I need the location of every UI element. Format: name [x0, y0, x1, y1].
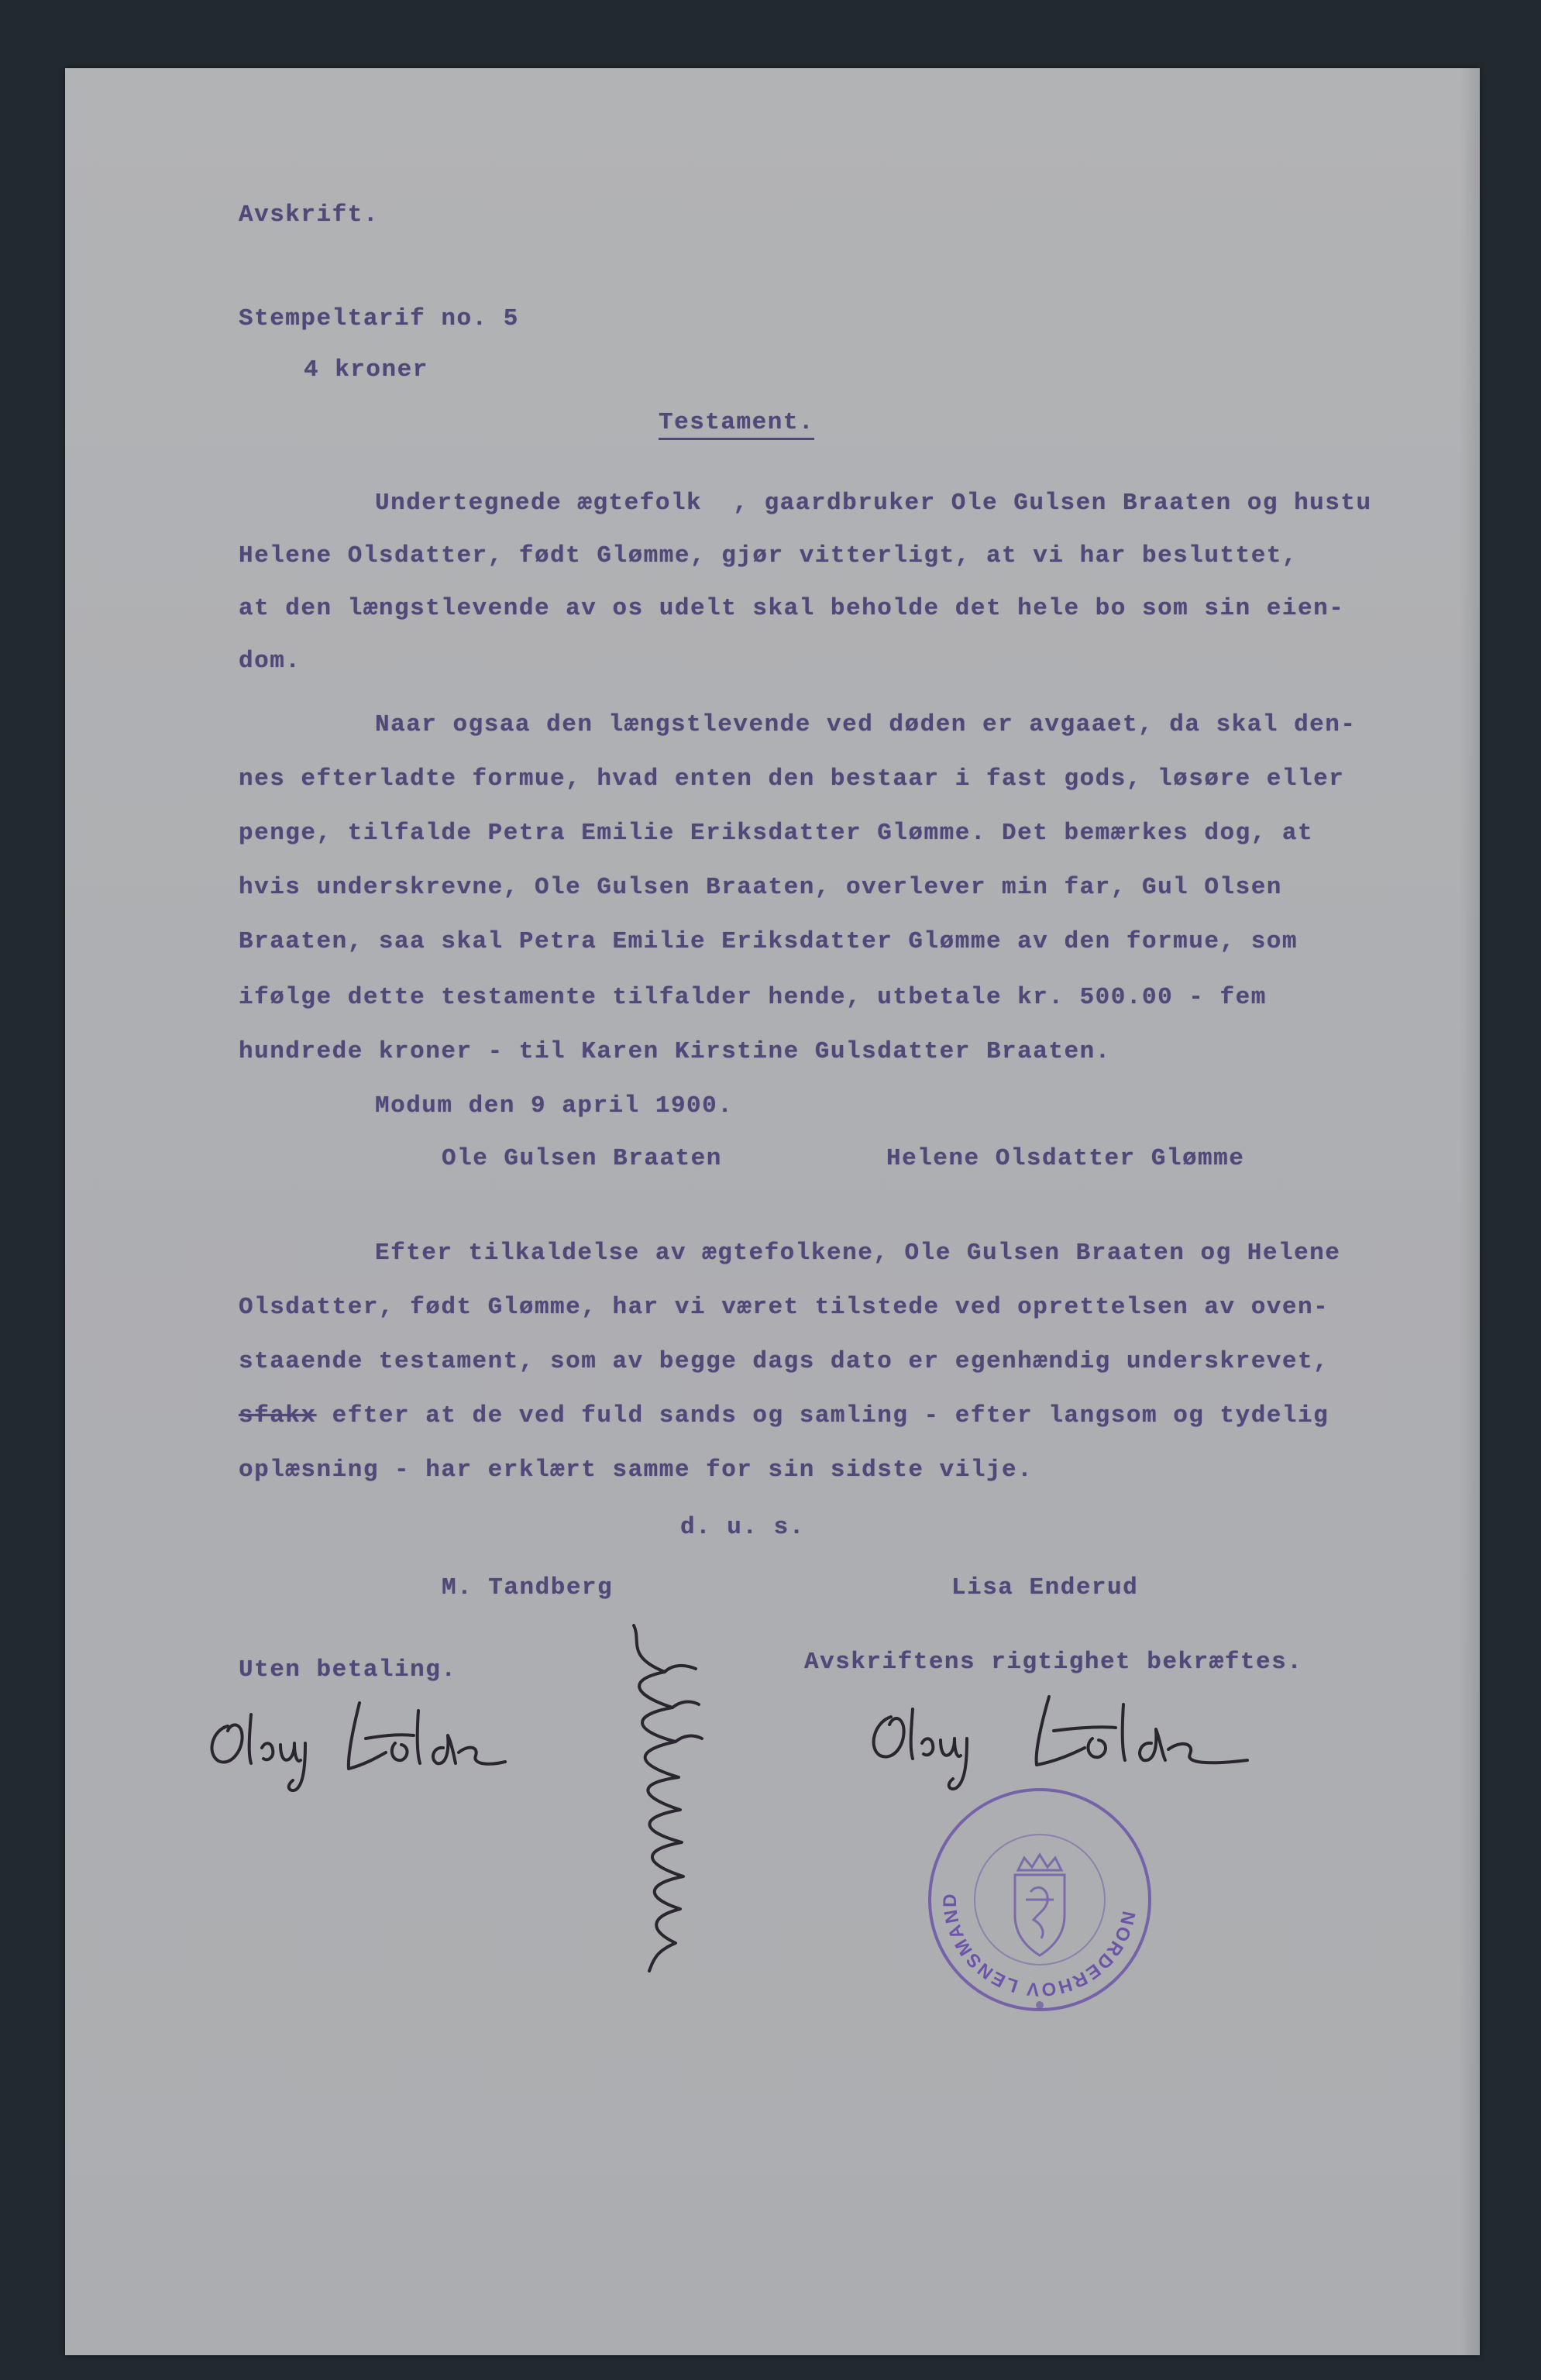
body-line: penge, tilfalde Petra Emilie Eriksdatter Glømme. Det bemærkes dog, at	[239, 820, 1314, 847]
stamp-amount: 4 kroner	[304, 356, 428, 383]
witness-line: Olsdatter, født Glømme, har vi været tilstede ved oprettelsen av oven-	[239, 1294, 1329, 1321]
handwritten-signature-right	[860, 1687, 1263, 1796]
copy-header: Avskrift.	[239, 201, 379, 229]
body-line: nes efterladte formue, hvad enten den bestaar i fast gods, løsøre eller	[239, 765, 1345, 793]
witness-line-4-rest: efter at de ved fuld sands og samling - efter langsom og tydelig	[332, 1402, 1329, 1429]
body-line: ifølge dette testamente tilfalder hende, utbetale kr. 500.00 - fem	[239, 984, 1267, 1011]
coat-of-arms-icon	[1015, 1855, 1065, 1955]
signer-name-2: Helene Olsdatter Glømme	[886, 1145, 1245, 1172]
body-line: Undertegnede ægtefolk , gaardbruker Ole Gulsen Braaten og hustu	[375, 490, 1372, 517]
witness-line: Efter tilkaldelse av ægtefolkene, Ole Gulsen Braaten og Helene	[375, 1240, 1341, 1267]
signer-name-1: Ole Gulsen Braaten	[442, 1145, 722, 1172]
struck-word: sfakx	[239, 1402, 317, 1429]
place-date: Modum den 9 april 1900.	[375, 1092, 734, 1119]
body-line: Helene Olsdatter, født Glømme, gjør vitterligt, at vi har besluttet,	[239, 542, 1298, 569]
body-line: at den længstlevende av os udelt skal beholde det hele bo som sin eien-	[239, 595, 1345, 622]
seal-text: NORDERHOV LENSMAND	[939, 1892, 1140, 2000]
stamp-tariff: Stempeltarif no. 5	[239, 305, 519, 332]
dus-abbreviation: d. u. s.	[680, 1514, 805, 1541]
handwritten-signature-left	[197, 1687, 522, 1796]
witness-line: staaende testament, som av begge dags dato er egenhændig underskrevet,	[239, 1348, 1329, 1375]
certification-note: Avskriftens rigtighet bekræftes.	[804, 1649, 1303, 1676]
witness-name-1: M. Tandberg	[442, 1574, 614, 1601]
document-page	[65, 68, 1480, 2355]
body-line: hvis underskrevne, Ole Gulsen Braaten, overlever min far, Gul Olsen	[239, 874, 1282, 901]
body-line: Naar ogsaa den længstlevende ved døden er avgaaet, da skal den-	[375, 711, 1357, 738]
document-title: Testament.	[659, 409, 814, 440]
body-line: Braaten, saa skal Petra Emilie Eriksdatter Glømme av den formue, som	[239, 928, 1298, 955]
signature-flourish	[611, 1618, 719, 1974]
witness-line-4	[239, 1402, 1329, 1429]
witness-line: oplæsning - har erklært samme for sin sidste vilje.	[239, 1457, 1034, 1484]
no-payment-note: Uten betaling.	[239, 1656, 457, 1684]
body-line: dom.	[239, 648, 301, 675]
lensmand-seal	[924, 1783, 1156, 2016]
body-line: hundrede kroner - til Karen Kirstine Gulsdatter Braaten.	[239, 1038, 1111, 1065]
witness-name-2: Lisa Enderud	[951, 1574, 1139, 1601]
